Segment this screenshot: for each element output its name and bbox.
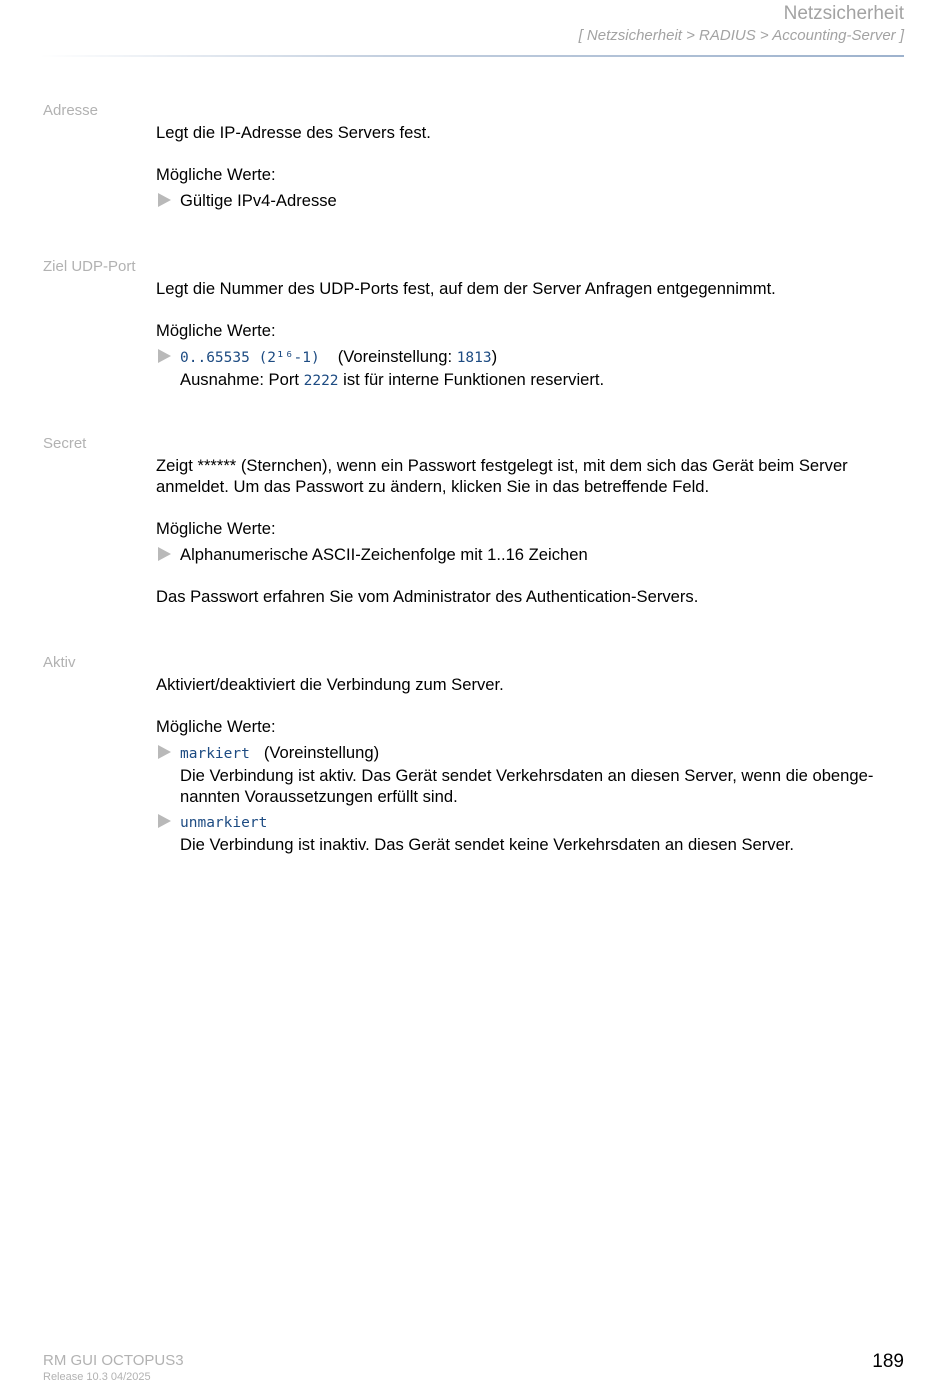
list-item [156,742,905,807]
possible-values-label: Mögliche Werte: [156,165,276,184]
option-code: unmarkiert [180,815,268,831]
header-title: Netzsicherheit [783,3,904,24]
note-suffix: ist für interne Funktionen reserviert. [338,370,605,389]
values-list [156,346,905,392]
list-item [156,346,905,392]
triangle-bullet-icon [158,547,171,561]
option-description: Die Verbindung ist inaktiv. Das Gerät sendet keine Verkehrsdaten an diesen Server. [180,835,795,854]
possible-values-label: Mögliche Werte: [156,717,276,736]
section-description: Aktiviert/deaktiviert die Verbindung zum Server. [156,675,504,694]
option-description: Die Verbindung ist aktiv. Das Gerät sendet Verkehrsdaten an diesen Server, wenn die obengenannten Voraussetzungen erfüllt sind. [180,766,874,806]
section-note: Das Passwort erfahren Sie vom Administrator des Authentication-Servers. [156,587,699,606]
page-number: 189 [872,1351,904,1372]
list-item [156,811,905,855]
section-label: Ziel UDP-Port [43,258,136,275]
option-text: Alphanumerische ASCII-Zeichenfolge mit 1..16 Zeichen [180,545,588,564]
list-item [156,190,905,211]
section-body [156,278,905,413]
footer-release: Release 10.3 04/2025 [43,1371,151,1383]
note-code: 2222 [303,373,339,389]
section-body [156,455,905,628]
section-description: Legt die IP-Adresse des Servers fest. [156,123,431,142]
option-text: Gültige IPv4-Adresse [180,191,337,210]
note-prefix: Ausnahme: Port [180,370,304,389]
triangle-bullet-icon [158,349,171,363]
possible-values-label: Mögliche Werte: [156,519,276,538]
option-code: markiert [180,746,250,762]
header-divider [40,55,904,57]
default-value: 1813 [456,350,492,366]
values-list [156,190,905,211]
breadcrumb: [ Netzsicherheit > RADIUS > Accounting-Server ] [578,27,904,44]
section-description: Zeigt ****** (Sternchen), wenn ein Passwort festgelegt ist, mit dem sich das Gerät beim Server anmeldet. Um das Passwort zu ändern, klicken Sie in das betreffende Feld. [156,456,848,496]
list-item [156,544,905,565]
option-default: (Voreinstellung) [263,743,380,762]
section-description: Legt die Nummer des UDP-Ports fest, auf dem der Server Anfragen entgegennimmt. [156,279,776,298]
footer-product: RM GUI OCTOPUS3 [43,1352,184,1369]
default-prefix: (Voreinstellung: [337,347,457,366]
section-label: Aktiv [43,654,76,671]
section-body [156,122,905,232]
option-code: 0..65535 (2¹⁶-1) [180,350,320,366]
triangle-bullet-icon [158,193,171,207]
default-suffix: ) [491,347,498,366]
possible-values-label: Mögliche Werte: [156,321,276,340]
triangle-bullet-icon [158,814,171,828]
triangle-bullet-icon [158,745,171,759]
values-list [156,742,905,855]
values-list [156,544,905,565]
section-body [156,674,905,876]
section-label: Secret [43,435,87,452]
section-label: Adresse [43,102,99,119]
